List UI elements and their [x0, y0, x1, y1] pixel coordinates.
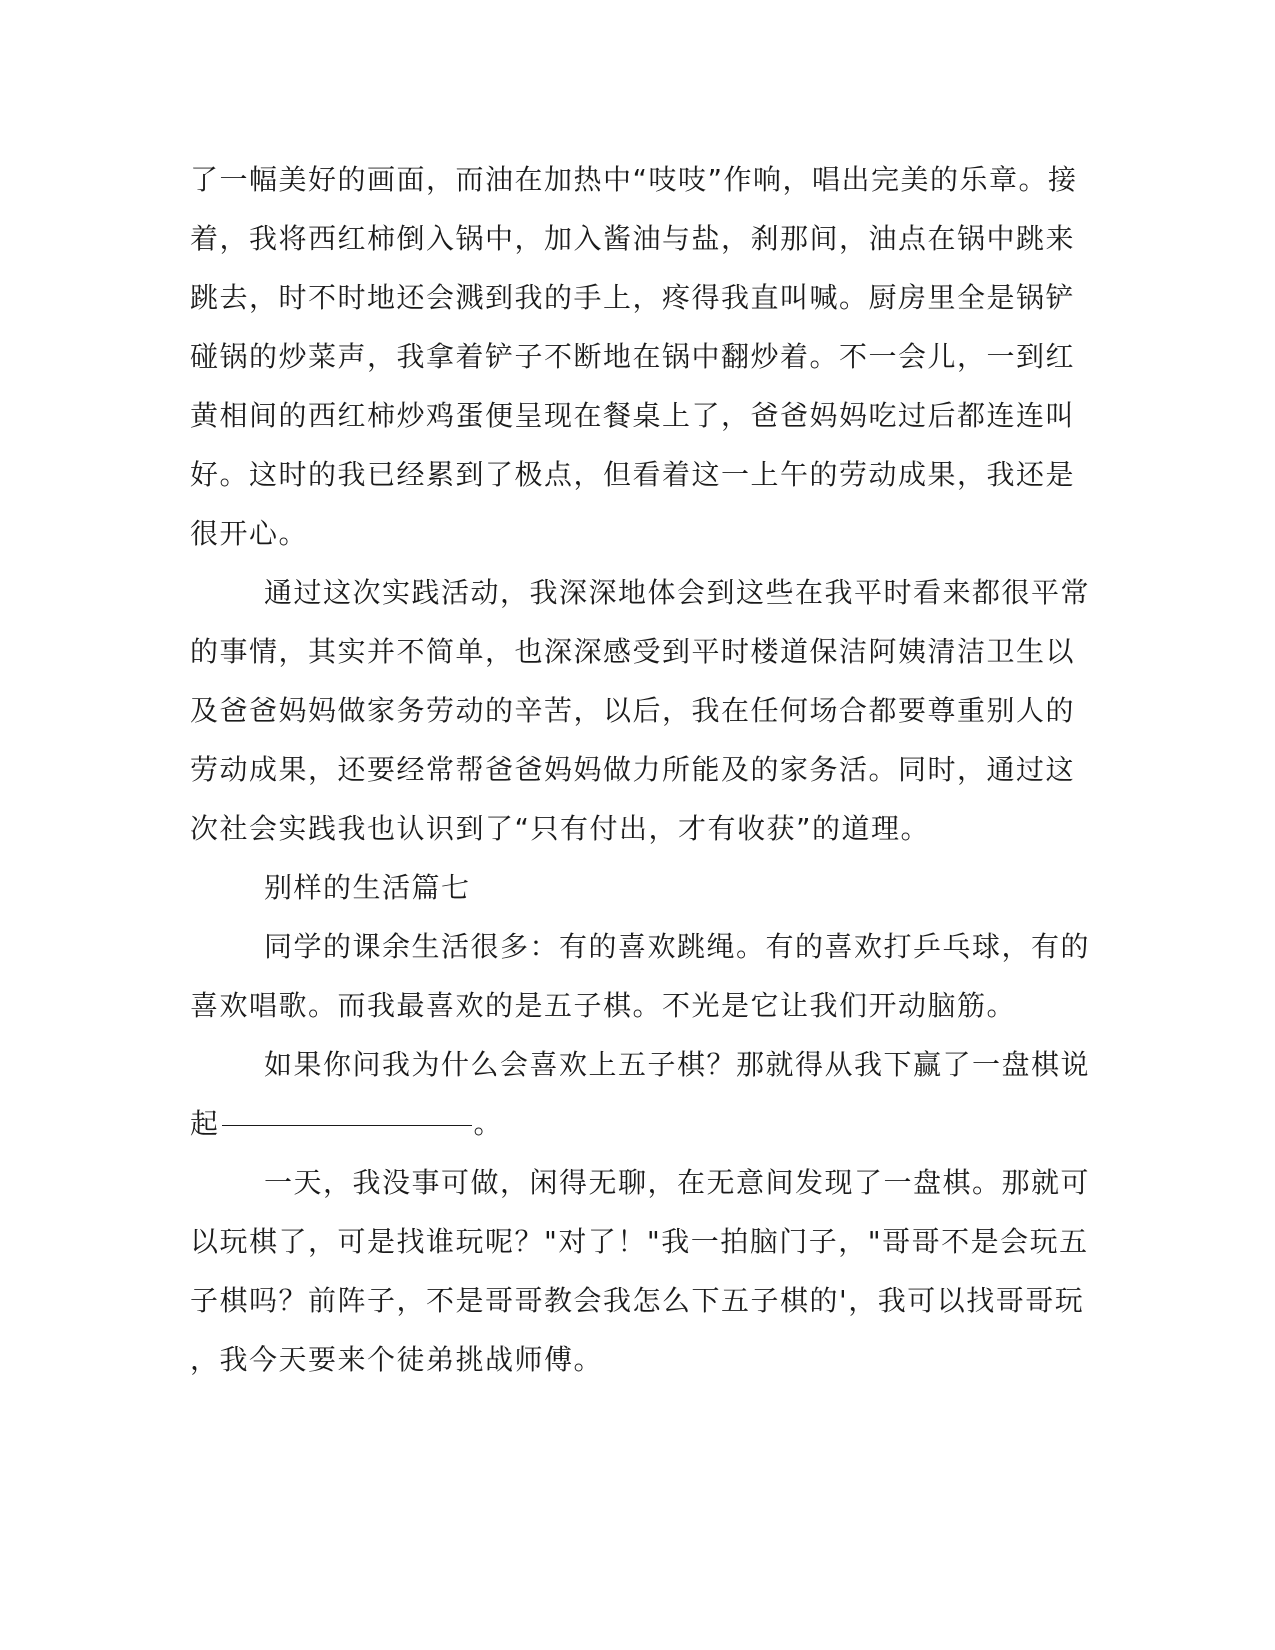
text-line: 次社会实践我也认识到了“只有付出，才有收获”的道理。: [190, 812, 931, 845]
text-fragment: 起: [190, 1107, 220, 1140]
text-line: 子棋吗？前阵子，不是哥哥教会我怎么下五子棋的'，我可以找哥哥玩: [190, 1284, 1085, 1317]
text-line: 好。这时的我已经累到了极点，但看着这一上午的劳动成果，我还是: [190, 458, 1076, 491]
fill-in-blank-line: [222, 1124, 472, 1126]
section-title: 别样的生活篇七: [264, 871, 471, 904]
text-line: 了一幅美好的画面，而油在加热中“吱吱”作响，唱出完美的乐章。接: [190, 163, 1078, 196]
text-line: 一天，我没事可做，闲得无聊，在无意间发现了一盘棋。那就可: [264, 1166, 1091, 1199]
text-line: 黄相间的西红柿炒鸡蛋便呈现在餐桌上了，爸爸妈妈吃过后都连连叫: [190, 399, 1076, 432]
text-line: 以玩棋了，可是找谁玩呢？"对了！"我一拍脑门子，"哥哥不是会玩五: [190, 1225, 1089, 1258]
text-line: 喜欢唱歌。而我最喜欢的是五子棋。不光是它让我们开动脑筋。: [190, 989, 1017, 1022]
text-line: 通过这次实践活动，我深深地体会到这些在我平时看来都很平常: [264, 576, 1091, 609]
text-line: 劳动成果，还要经常帮爸爸妈妈做力所能及的家务活。同时，通过这: [190, 753, 1076, 786]
text-line: 的事情，其实并不简单，也深深感受到平时楼道保洁阿姨清洁卫生以: [190, 635, 1076, 668]
text-line: 跳去，时不时地还会溅到我的手上，疼得我直叫喊。厨房里全是锅铲: [190, 281, 1076, 314]
text-line: 很开心。: [190, 517, 309, 550]
text-line: 着，我将西红柿倒入锅中，加入酱油与盐，刹那间，油点在锅中跳来: [190, 222, 1076, 255]
text-line: 如果你问我为什么会喜欢上五子棋？那就得从我下赢了一盘棋说: [264, 1048, 1091, 1081]
text-line: ，我今天要来个徒弟挑战师傅。: [190, 1343, 604, 1376]
text-line: [190, 1104, 503, 1144]
text-line: 同学的课余生活很多：有的喜欢跳绳。有的喜欢打乒乓球，有的: [264, 930, 1091, 963]
text-line: 碰锅的炒菜声，我拿着铲子不断地在锅中翻炒着。不一会儿，一到红: [190, 340, 1076, 373]
text-line: 及爸爸妈妈做家务劳动的辛苦，以后，我在任何场合都要尊重别人的: [190, 694, 1076, 727]
text-fragment: 。: [473, 1107, 504, 1140]
